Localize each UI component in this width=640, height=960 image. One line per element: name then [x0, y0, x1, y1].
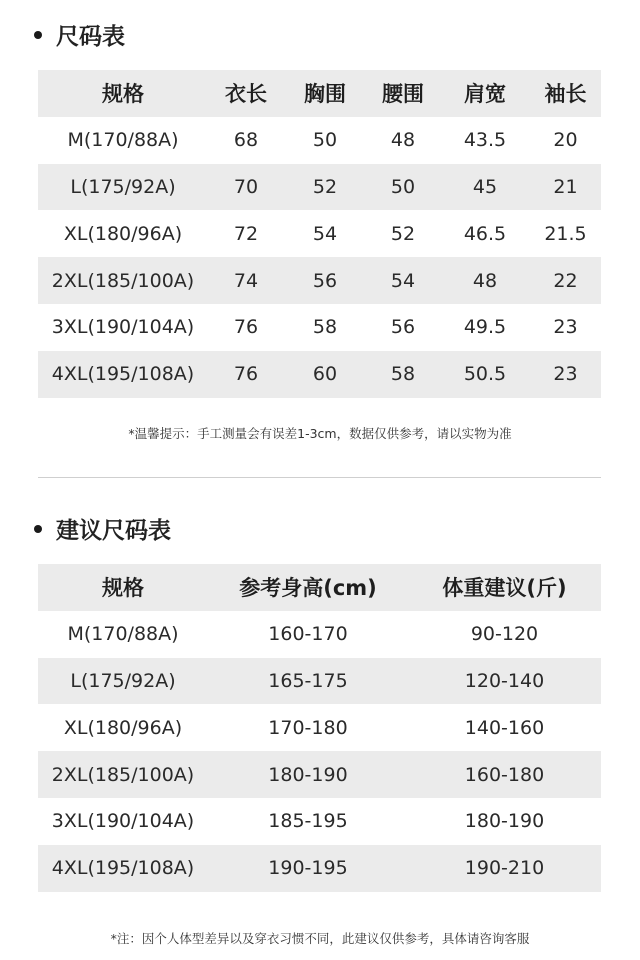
table-cell: 50 — [390, 175, 416, 198]
table-cell: 160-180 — [464, 763, 545, 786]
header-cell: 衣长 — [225, 82, 267, 107]
table-cell: 4XL(195/108A) — [51, 363, 195, 386]
table-cell: 180-190 — [268, 763, 348, 786]
table-row — [38, 210, 601, 257]
recommend-chart-note: *注：因个人体型差异以及穿衣习惯不同，此建议仅供参考，具体请咨询客服 — [110, 931, 530, 946]
table-cell: M(170/88A) — [67, 129, 179, 152]
table-cell: 140-160 — [464, 716, 545, 739]
table-cell: 22 — [553, 269, 578, 292]
table-row — [38, 304, 601, 351]
header-cell: 腰围 — [382, 82, 424, 107]
header-cell: 胸围 — [304, 82, 346, 107]
table-cell: L(175/92A) — [70, 669, 176, 692]
table-cell: 50.5 — [463, 363, 507, 386]
table-row — [38, 658, 601, 705]
table-cell: 23 — [553, 363, 578, 386]
table-cell: 180-190 — [464, 810, 545, 833]
size-chart-note: *温馨提示：手工测量会有误差1-3cm，数据仅供参考，请以实物为准 — [128, 426, 512, 441]
table-cell: 74 — [233, 269, 259, 292]
table-cell: 45 — [472, 175, 498, 198]
table-row — [38, 751, 601, 798]
table-cell: 3XL(190/104A) — [51, 316, 195, 339]
table-cell: 21 — [553, 175, 578, 198]
table-cell: 2XL(185/100A) — [51, 763, 195, 786]
table-cell: 52 — [312, 175, 338, 198]
table-cell: M(170/88A) — [67, 623, 179, 646]
size-chart-title: 尺码表 — [56, 24, 125, 50]
table-cell: 20 — [553, 129, 578, 152]
table-cell: 72 — [233, 222, 259, 245]
table-cell: XL(180/96A) — [63, 222, 183, 245]
header-cell: 规格 — [102, 576, 144, 601]
table-row — [38, 611, 601, 658]
table-cell: 68 — [233, 129, 259, 152]
table-cell: 54 — [390, 269, 416, 292]
size-chart-heading — [34, 18, 125, 51]
header-cell: 肩宽 — [464, 82, 506, 107]
table-cell: 49.5 — [463, 316, 507, 339]
table-cell: 56 — [312, 269, 338, 292]
table-cell: 76 — [233, 316, 259, 339]
recommend-chart-table — [38, 564, 601, 892]
table-cell: 2XL(185/100A) — [51, 269, 195, 292]
table-row — [38, 257, 601, 304]
table-cell: 48 — [472, 269, 498, 292]
table-row — [38, 704, 601, 751]
table-cell: 52 — [390, 222, 416, 245]
table-cell: 165-175 — [268, 669, 348, 692]
bullet-dot — [34, 525, 42, 533]
header-cell: 参考身高(cm) — [239, 576, 377, 601]
header-cell: 袖长 — [544, 82, 587, 107]
table-cell: 46.5 — [463, 222, 507, 245]
table-cell: 76 — [233, 363, 259, 386]
recommend-chart-heading — [34, 512, 171, 545]
table-row — [38, 164, 601, 211]
table-row — [38, 351, 601, 398]
table-row — [38, 798, 601, 845]
table-header-row — [38, 564, 601, 611]
table-cell: 54 — [312, 222, 338, 245]
table-row — [38, 117, 601, 164]
header-cell: 规格 — [102, 82, 144, 107]
table-row — [38, 845, 601, 892]
table-cell: 70 — [233, 175, 259, 198]
table-cell: 43.5 — [463, 129, 507, 152]
table-cell: 190-195 — [268, 857, 348, 880]
table-cell: L(175/92A) — [70, 175, 176, 198]
size-chart-table — [38, 70, 601, 398]
recommend-chart-title: 建议尺码表 — [56, 518, 171, 544]
table-cell: 170-180 — [268, 716, 348, 739]
header-cell: 体重建议(斤) — [442, 576, 567, 601]
table-cell: 58 — [390, 363, 416, 386]
table-cell: 120-140 — [464, 669, 545, 692]
table-cell: XL(180/96A) — [63, 716, 183, 739]
table-cell: 50 — [312, 129, 338, 152]
table-cell: 58 — [312, 316, 338, 339]
table-cell: 56 — [390, 316, 416, 339]
table-cell: 21.5 — [544, 222, 587, 245]
table-cell: 4XL(195/108A) — [51, 857, 195, 880]
table-cell: 185-195 — [268, 810, 348, 833]
section-divider — [38, 477, 601, 478]
table-cell: 90-120 — [470, 623, 539, 646]
table-cell: 190-210 — [464, 857, 545, 880]
table-cell: 48 — [390, 129, 416, 152]
table-cell: 160-170 — [268, 623, 348, 646]
table-cell: 23 — [553, 316, 578, 339]
table-cell: 3XL(190/104A) — [51, 810, 195, 833]
bullet-dot — [34, 31, 42, 39]
table-cell: 60 — [312, 363, 338, 386]
table-header-row — [38, 70, 601, 117]
